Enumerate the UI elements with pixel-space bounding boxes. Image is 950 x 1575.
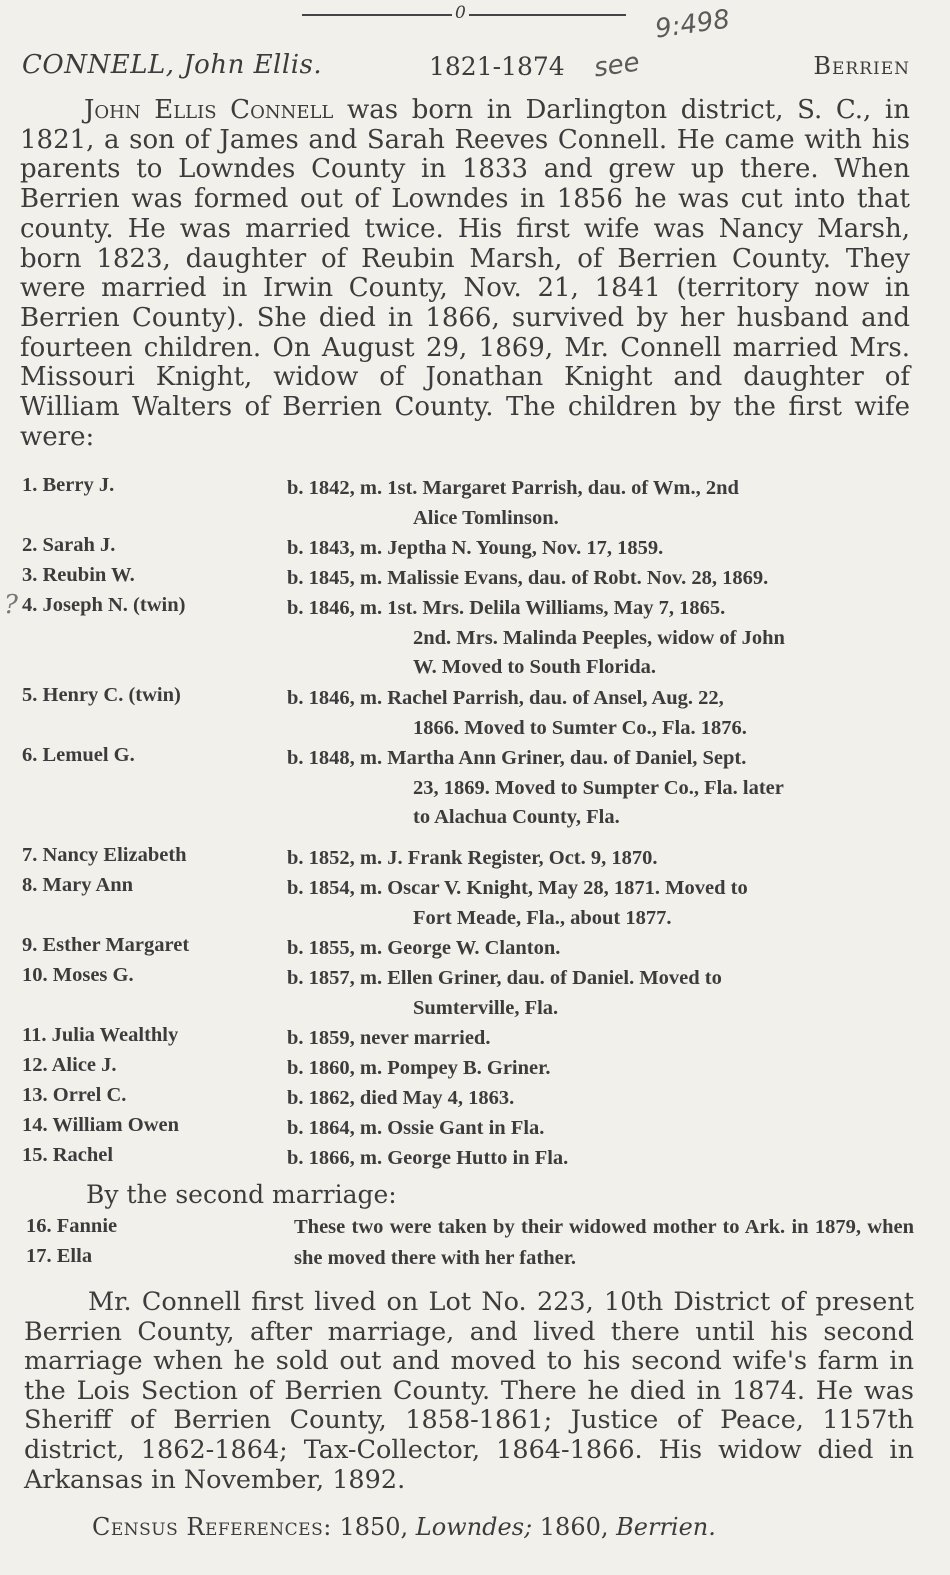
child-details	[287, 534, 909, 564]
child-name: 11. Julia Wealthly	[22, 1024, 179, 1046]
child-details	[287, 1024, 909, 1054]
child-detail-line: b. 1843, m. Jeptha N. Young, Nov. 17, 1859.	[287, 537, 664, 559]
child-name: 2. Sarah J.	[22, 534, 116, 556]
child-details	[287, 874, 909, 933]
second-marriage-child: 16. Fannie	[26, 1215, 118, 1237]
child-details	[287, 684, 909, 743]
child-detail-line: b. 1848, m. Martha Ann Griner, dau. of Daniel, Sept.	[287, 747, 747, 769]
child-name: 13. Orrel C.	[22, 1084, 127, 1106]
second-marriage-child: 17. Ella	[26, 1245, 93, 1267]
child-name: 10. Moses G.	[22, 964, 134, 986]
child-details	[287, 594, 909, 683]
child-name: 8. Mary Ann	[22, 874, 134, 896]
child-details	[287, 1144, 909, 1174]
child-detail-line: b. 1845, m. Malissie Evans, dau. of Robt. Nov. 28, 1869.	[287, 567, 769, 589]
child-detail-line: b. 1866, m. George Hutto in Fla.	[287, 1147, 569, 1169]
child-detail-line: b. 1852, m. J. Frank Register, Oct. 9, 1870.	[287, 847, 658, 869]
child-detail-continuation: Alice Tomlinson.	[413, 506, 559, 529]
child-detail-continuation: 23, 1869. Moved to Sumpter Co., Fla. later	[413, 776, 784, 799]
child-name: 5. Henry C. (twin)	[22, 684, 181, 706]
child-details	[287, 564, 909, 594]
second-marriage-heading: By the second marriage:	[86, 1180, 397, 1209]
child-name: 14. William Owen	[22, 1114, 179, 1136]
child-detail-line: b. 1860, m. Pompey B. Griner.	[287, 1057, 551, 1079]
child-detail-continuation: Fort Meade, Fla., about 1877.	[413, 906, 672, 929]
child-details	[287, 1114, 909, 1144]
entry-header	[22, 50, 912, 86]
child-details	[287, 844, 909, 874]
child-details	[287, 744, 909, 833]
child-name: 7. Nancy Elizabeth	[22, 844, 187, 866]
census-year-2: 1860,	[532, 1513, 617, 1541]
child-detail-continuation: 2nd. Mrs. Malinda Peeples, widow of John	[413, 626, 785, 649]
intro-paragraph	[20, 96, 910, 452]
child-detail-line: b. 1862, died May 4, 1863.	[287, 1087, 515, 1109]
child-detail-line: b. 1859, never married.	[287, 1027, 491, 1049]
child-detail-line: b. 1846, m. 1st. Mrs. Delila Williams, May 7, 1865.	[287, 597, 726, 619]
child-name: 9. Esther Margaret	[22, 934, 190, 956]
child-detail-line: b. 1842, m. 1st. Margaret Parrish, dau. of Wm., 2nd	[287, 477, 739, 499]
child-detail-continuation: to Alachua County, Fla.	[413, 806, 620, 828]
child-detail-continuation: Sumterville, Fla.	[413, 996, 559, 1019]
child-name: 15. Rachel	[22, 1144, 114, 1166]
child-detail-continuation: W. Moved to South Florida.	[413, 656, 656, 678]
child-details	[287, 934, 909, 964]
child-detail-line: b. 1854, m. Oscar V. Knight, May 28, 1871. Moved to	[287, 877, 748, 899]
child-name: 1. Berry J.	[22, 474, 115, 496]
child-name: 4. Joseph N. (twin)	[22, 594, 186, 616]
child-details	[287, 474, 909, 533]
top-rule-ornament: 0	[452, 3, 469, 23]
child-details	[287, 964, 909, 1023]
intro-lead-name: John Ellis Connell	[84, 95, 334, 125]
child-details	[287, 1054, 909, 1084]
margin-mark: ?	[4, 590, 18, 620]
handwritten-see: see	[592, 47, 642, 84]
census-references	[92, 1513, 716, 1541]
child-detail-line: b. 1857, m. Ellen Griner, dau. of Daniel. Moved to	[287, 967, 722, 989]
child-detail-line: b. 1855, m. George W. Clanton.	[287, 937, 561, 959]
census-place-1: Lowndes;	[415, 1513, 533, 1541]
census-place-2: Berrien.	[616, 1513, 716, 1541]
entry-name: CONNELL, John Ellis.	[22, 50, 323, 80]
census-label: Census References:	[92, 1513, 332, 1541]
child-name: 6. Lemuel G.	[22, 744, 135, 766]
closing-text: Mr. Connell first lived on Lot No. 223, 10th District of present Berrien County, after marriage, and lived there until his second marriage when he sold out and moved to his second wife's farm in the Lois Section of Berrien County. There he died in 1874. He was Sheriff of Berrien County, 1858-1861; Justice of Peace, 1157th district, 1862-1864; Tax-Collector, 1864-1866. His widow died in Arkansas in November, 1892.	[24, 1287, 914, 1495]
intro-text: was born in Darlington district, S. C., in 1821, a son of James and Sarah Reeves Connell. He came with his parents to Lowndes County in 1833 and grew up there. When Berrien was formed out of Lowndes in 1856 he was cut into that county. He was married twice. His first wife was Nancy Marsh, born 1823, daughter of Reubin Marsh, of Berrien County. They were married in Irwin County, Nov. 21, 1841 (territory now in Berrien County). She died in 1866, survived by her husband and fourteen children. On August 29, 1869, Mr. Connell married Mrs. Missouri Knight, widow of Jonathan Knight and daughter of William Walters of Berrien County. The children by the first wife were:	[20, 95, 910, 452]
entry-county: Berrien	[813, 52, 910, 80]
census-year-1: 1850,	[331, 1513, 416, 1541]
child-name: 12. Alice J.	[22, 1054, 117, 1076]
child-details	[287, 1084, 909, 1114]
entry-years: 1821-1874	[429, 52, 565, 81]
second-marriage-note: These two were taken by their widowed mother to Ark. in 1879, when she moved there with her father.	[294, 1216, 914, 1269]
child-detail-line: b. 1864, m. Ossie Gant in Fla.	[287, 1117, 545, 1139]
closing-paragraph	[24, 1288, 914, 1495]
child-detail-line: b. 1846, m. Rachel Parrish, dau. of Ansel, Aug. 22,	[287, 687, 724, 709]
child-name: 3. Reubin W.	[22, 564, 135, 586]
child-detail-continuation: 1866. Moved to Sumter Co., Fla. 1876.	[413, 716, 747, 739]
handwritten-reference: 9:498	[653, 4, 732, 45]
